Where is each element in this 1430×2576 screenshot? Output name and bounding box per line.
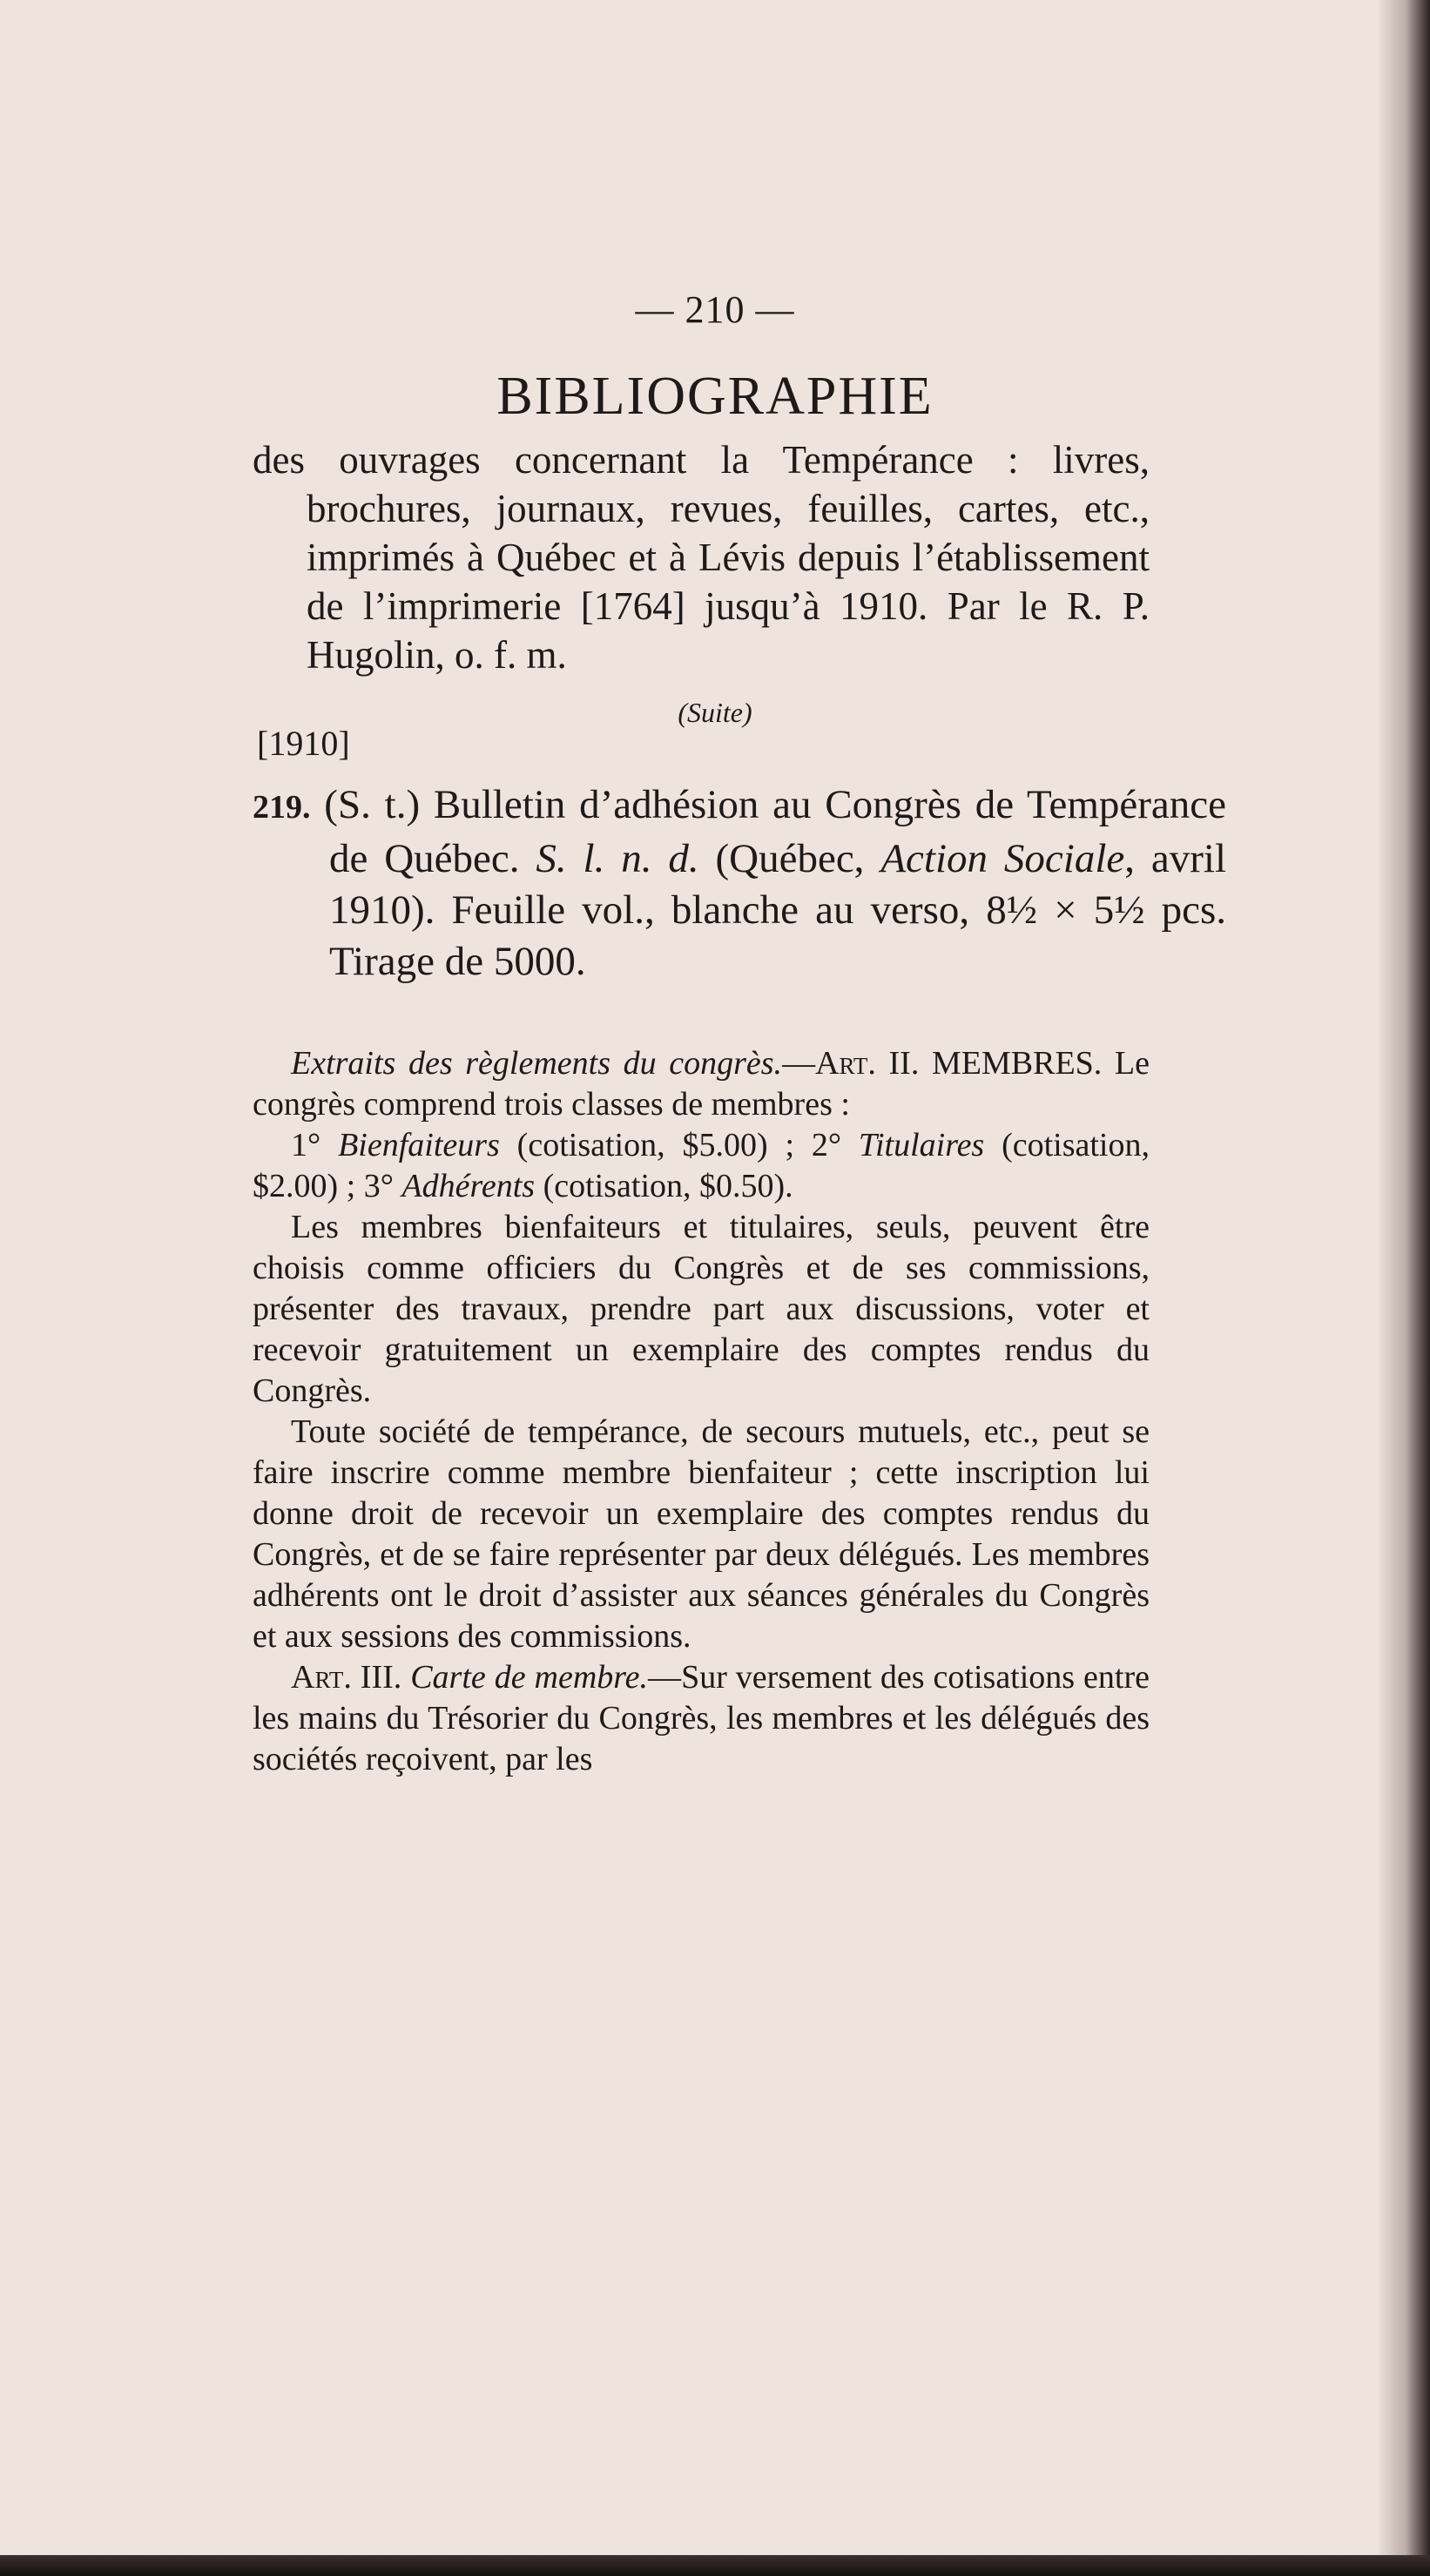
subtitle-text: des ouvrages concernant la Tempérance : livres, brochures, journaux, revues, feuilles, cartes, etc., imprimés à Québec et à Lévis depuis l’établissement de l’imprimerie [1764] jusqu’à 1910. Par le R. P. Hugolin, o. f. m. bbox=[253, 438, 1150, 677]
paragraph-3: Les membres bienfaiteurs et titulaires, seuls, peuvent être choisis comme officiers du Congrès et de ses commissions, présenter des travaux, prendre part aux discussions, voter et recevoir gratuitement un exemplaire des comptes rendus du Congrès. bbox=[253, 1209, 1150, 1409]
paragraph-2 bbox=[253, 1125, 1150, 1207]
entry-text-italic: S. l. n. d. bbox=[536, 836, 699, 881]
entry-text-italic-2: Action Sociale bbox=[880, 836, 1125, 881]
paragraph-5 bbox=[253, 1657, 1150, 1780]
entry-text-1: (S. t.) Bulletin d’adhésion au Congrès de Tempérance de Québec. bbox=[310, 782, 1226, 881]
p2-d: Titulaires bbox=[858, 1127, 985, 1163]
page-bottom-edge bbox=[0, 2555, 1430, 2576]
page-number: — 210 — bbox=[635, 288, 795, 331]
title-subtitle bbox=[253, 435, 1150, 679]
entry-number: 219. bbox=[253, 789, 311, 826]
suite-label: (Suite) bbox=[678, 697, 752, 728]
p2-a: 1° bbox=[291, 1127, 339, 1163]
year-heading: [1910] bbox=[257, 724, 350, 763]
entry-text-2: (Québec, bbox=[698, 836, 881, 881]
p1-art: —Art. II. bbox=[782, 1045, 920, 1082]
p2-c: (cotisation, $5.00) ; 2° bbox=[499, 1127, 859, 1163]
bibliography-entry bbox=[253, 779, 1226, 988]
p2-g: (cotisation, $0.50). bbox=[535, 1168, 793, 1204]
page-title: BIBLIOGRAPHIE bbox=[496, 367, 934, 426]
regulations-extract bbox=[253, 1043, 1150, 1780]
paragraph-1 bbox=[253, 1043, 1150, 1125]
p2-b: Bienfaiteurs bbox=[338, 1127, 500, 1163]
p1-italic: Extraits des règlements du congrès. bbox=[291, 1045, 783, 1082]
paragraph-4: Toute société de tempérance, de secours mutuels, etc., peut se faire inscrire comme membre bienfaiteur ; cette inscription lui donne droit de recevoir un exemplaire des comptes rendus du Congrès, et de se faire représenter par deux délégués. Les membres adhérents ont le droit d’assister aux séances générales du Congrès et aux sessions des commissions. bbox=[253, 1413, 1150, 1655]
p1-rest: MEMBRES. Le congrès comprend trois classes de membres : bbox=[253, 1045, 1150, 1123]
p2-e: (cotisation, $2.00) ; 3° bbox=[253, 1127, 1150, 1204]
entry-text-3: , avril 1910). Feuille vol., blanche au verso, 8½ × 5½ pcs. Tirage de 5000. bbox=[329, 836, 1227, 984]
p5-art: Art. III. bbox=[291, 1659, 402, 1696]
p5-rest: —Sur versement des cotisations entre les mains du Trésorier du Congrès, les membres et les délégués des sociétés reçoivent, par les bbox=[253, 1659, 1150, 1777]
p2-f: Adhérents bbox=[401, 1168, 536, 1204]
p5-italic: Carte de membre. bbox=[401, 1659, 649, 1696]
